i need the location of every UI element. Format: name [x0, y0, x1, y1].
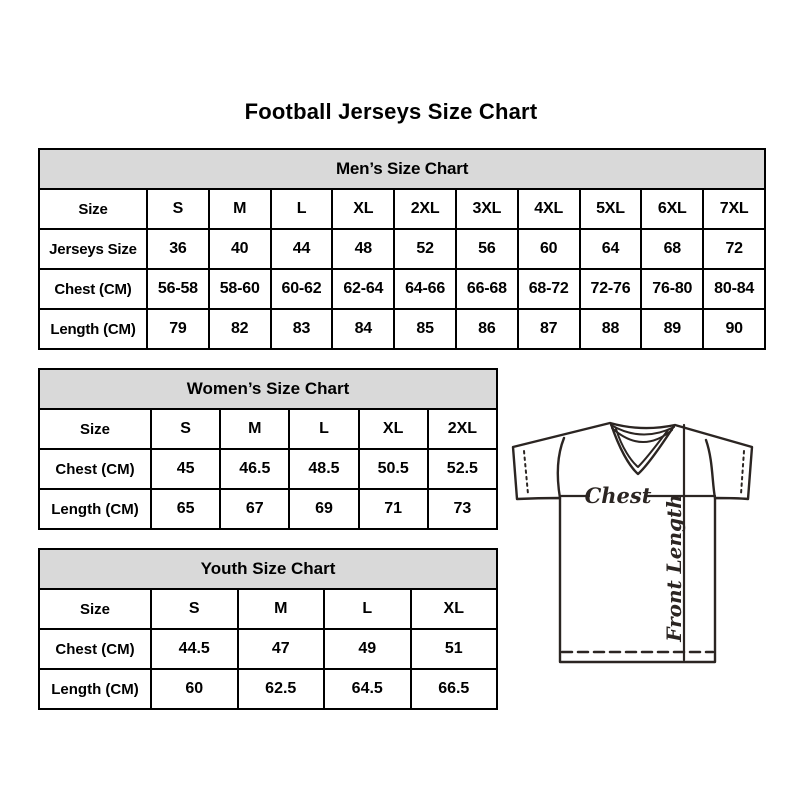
row-label: Chest (CM)	[39, 449, 151, 489]
table-row	[39, 409, 497, 449]
length-cell: 66.5	[411, 669, 498, 709]
size-cell: S	[151, 409, 220, 449]
table-row	[39, 309, 765, 349]
length-cell: 60	[151, 669, 238, 709]
length-cell: 67	[220, 489, 289, 529]
length-cell: 88	[580, 309, 642, 349]
table-title-row	[39, 549, 497, 589]
jerseys-size-cell: 48	[332, 229, 394, 269]
table-row	[39, 589, 497, 629]
jersey-outline	[513, 423, 752, 662]
length-cell: 79	[147, 309, 209, 349]
size-cell: S	[151, 589, 238, 629]
chest-cell: 80-84	[703, 269, 765, 309]
length-cell: 65	[151, 489, 220, 529]
length-cell: 62.5	[238, 669, 325, 709]
row-label: Chest (CM)	[39, 629, 151, 669]
chest-label: Chest	[584, 483, 652, 508]
row-label: Size	[39, 589, 151, 629]
chest-cell: 58-60	[209, 269, 271, 309]
chest-cell: 48.5	[289, 449, 358, 489]
size-cell: L	[271, 189, 333, 229]
size-cell: L	[324, 589, 411, 629]
length-cell: 89	[641, 309, 703, 349]
length-cell: 73	[428, 489, 497, 529]
mens-table-title: Men’s Size Chart	[39, 149, 765, 189]
size-cell: L	[289, 409, 358, 449]
row-label: Jerseys Size	[39, 229, 147, 269]
jerseys-size-cell: 56	[456, 229, 518, 269]
chest-cell: 45	[151, 449, 220, 489]
chest-cell: 52.5	[428, 449, 497, 489]
chest-cell: 49	[324, 629, 411, 669]
chest-cell: 47	[238, 629, 325, 669]
row-label: Length (CM)	[39, 309, 147, 349]
row-label: Size	[39, 409, 151, 449]
size-cell: XL	[411, 589, 498, 629]
row-label: Length (CM)	[39, 669, 151, 709]
length-cell: 71	[359, 489, 428, 529]
table-row	[39, 629, 497, 669]
table-row	[39, 229, 765, 269]
chest-cell: 66-68	[456, 269, 518, 309]
size-cell: 3XL	[456, 189, 518, 229]
jerseys-size-cell: 52	[394, 229, 456, 269]
table-title-row	[39, 149, 765, 189]
size-cell: 2XL	[428, 409, 497, 449]
table-row	[39, 189, 765, 229]
chest-cell: 72-76	[580, 269, 642, 309]
size-cell: 4XL	[518, 189, 580, 229]
length-cell: 86	[456, 309, 518, 349]
jerseys-size-cell: 36	[147, 229, 209, 269]
chest-cell: 44.5	[151, 629, 238, 669]
youth-table-title: Youth Size Chart	[39, 549, 497, 589]
length-cell: 84	[332, 309, 394, 349]
mens-size-table	[38, 148, 766, 350]
chest-cell: 68-72	[518, 269, 580, 309]
length-cell: 64.5	[324, 669, 411, 709]
size-cell: M	[209, 189, 271, 229]
length-cell: 87	[518, 309, 580, 349]
womens-table-title: Women’s Size Chart	[39, 369, 497, 409]
table-row	[39, 269, 765, 309]
chest-cell: 64-66	[394, 269, 456, 309]
womens-size-table	[38, 368, 498, 530]
size-cell: XL	[332, 189, 394, 229]
table-row	[39, 669, 497, 709]
table-row	[39, 449, 497, 489]
chest-cell: 62-64	[332, 269, 394, 309]
chest-cell: 46.5	[220, 449, 289, 489]
table-title-row	[39, 369, 497, 409]
chest-cell: 50.5	[359, 449, 428, 489]
chest-cell: 56-58	[147, 269, 209, 309]
jerseys-size-cell: 44	[271, 229, 333, 269]
jerseys-size-cell: 40	[209, 229, 271, 269]
jersey-diagram	[500, 398, 770, 683]
jerseys-size-cell: 60	[518, 229, 580, 269]
table-row	[39, 489, 497, 529]
length-cell: 82	[209, 309, 271, 349]
size-cell: M	[238, 589, 325, 629]
youth-size-table	[38, 548, 498, 710]
jerseys-size-cell: 64	[580, 229, 642, 269]
size-cell: 7XL	[703, 189, 765, 229]
jerseys-size-cell: 68	[641, 229, 703, 269]
length-cell: 83	[271, 309, 333, 349]
length-cell: 90	[703, 309, 765, 349]
chest-cell: 51	[411, 629, 498, 669]
size-cell: XL	[359, 409, 428, 449]
size-cell: 6XL	[641, 189, 703, 229]
size-cell: S	[147, 189, 209, 229]
jerseys-size-cell: 72	[703, 229, 765, 269]
row-label: Size	[39, 189, 147, 229]
front-length-label: Front Length	[662, 494, 686, 642]
page-title: Football Jerseys Size Chart	[244, 99, 538, 124]
size-cell: M	[220, 409, 289, 449]
row-label: Length (CM)	[39, 489, 151, 529]
length-cell: 85	[394, 309, 456, 349]
chest-cell: 76-80	[641, 269, 703, 309]
row-label: Chest (CM)	[39, 269, 147, 309]
size-cell: 5XL	[580, 189, 642, 229]
chest-cell: 60-62	[271, 269, 333, 309]
size-cell: 2XL	[394, 189, 456, 229]
length-cell: 69	[289, 489, 358, 529]
